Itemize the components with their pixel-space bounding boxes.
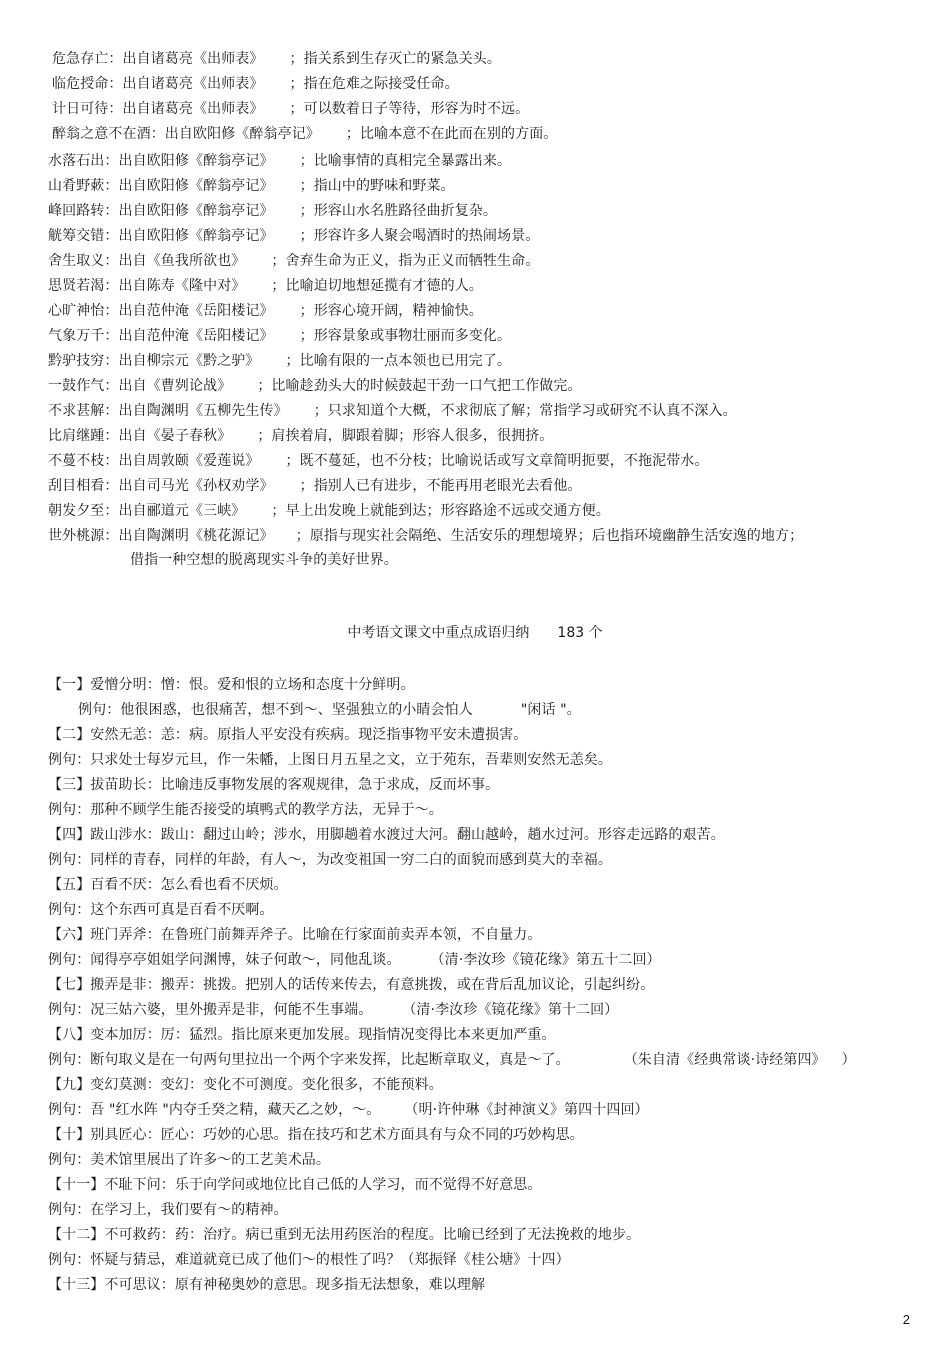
- idiom-line: 世外桃源：出自陶渊明《桃花源记》 ；原指与现实社会隔绝、生活安乐的理想境界；后也指环境幽静生活安逸的地方；: [48, 528, 804, 544]
- idiom-line: 刮目相看：出自司马光《孙权劝学》 ；指别人已有进步，不能再用老眼光去看他。: [48, 478, 582, 494]
- idiom-line: 不求甚解：出自陶渊明《五柳先生传》 ；只求知道个大概，不求彻底了解；常指学习或研究不认真不深入。: [48, 403, 737, 419]
- idiom-line: 比肩继踵：出自《晏子春秋》 ；肩挨着肩，脚跟着脚；形容人很多，很拥挤。: [48, 428, 554, 444]
- idiom-line: 危急存亡：出自诸葛亮《出师表》 ；指关系到生存灭亡的紧急关头。: [52, 51, 501, 67]
- entry-line: 【七】搬弄是非：搬弄：挑拨。把别人的话传来传去，有意挑拨，或在背后乱加议论，引起纠纷。: [48, 977, 655, 993]
- page-number: 2: [902, 1312, 910, 1327]
- idiom-line: 水落石出：出自欧阳修《醉翁亭记》 ；比喻事情的真相完全暴露出来。: [48, 153, 512, 169]
- entry-line: 【一】爱憎分明：憎：恨。爱和恨的立场和态度十分鲜明。: [48, 677, 415, 693]
- entry-line: 【四】跋山涉水：跋山：翻过山岭；涉水，用脚趟着水渡过大河。翻山越岭，趟水过河。形容走远路的艰苦。: [48, 827, 725, 843]
- example-line: 例句：闻得亭亭姐姐学问渊博，妹子何敢～，同他乱谈。 （清·李汝珍《镜花缘》第五十二回）: [48, 952, 661, 968]
- example-line: 例句：断句取义是在一句两句里拉出一个两个字来发挥，比起断章取义，真是～了。 （朱自清《经典常谈·诗经第四》 ）: [48, 1052, 856, 1068]
- entry-line: 【九】变幻莫测：变幻：变化不可测度。变化很多，不能预料。: [48, 1077, 443, 1093]
- idiom-line: 计日可待：出自诸葛亮《出师表》 ；可以数着日子等待，形容为时不远。: [52, 101, 530, 117]
- idiom-line: 黔驴技穷：出自柳宗元《黔之驴》 ；比喻有限的一点本领也已用完了。: [48, 353, 512, 369]
- idiom-line: 一鼓作气：出自《曹刿论战》 ；比喻趁劲头大的时候鼓起干劲一口气把工作做完。: [48, 378, 582, 394]
- idiom-line: 山肴野蔌：出自欧阳修《醉翁亭记》 ；指山中的野味和野菜。: [48, 178, 455, 194]
- example-line: 例句：他很困惑，也很痛苦，想不到～、坚强独立的小睛会怕人 "闲话 "。: [78, 702, 581, 718]
- section-count: 183 个: [557, 625, 603, 641]
- idiom-line: 气象万千：出自范仲淹《岳阳楼记》 ；形容景象或事物壮丽而多变化。: [48, 328, 512, 344]
- example-line: 例句：只求处士每岁元旦，作一朱幡，上图日月五星之文，立于苑东，吾辈则安然无恙矣。: [48, 752, 612, 768]
- example-line: 例句：这个东西可真是百看不厌啊。: [48, 902, 274, 918]
- idiom-line: 觥筹交错：出自欧阳修《醉翁亭记》 ；形容许多人聚会喝酒时的热闹场景。: [48, 228, 540, 244]
- example-line: 例句：怀疑与猜忌，难道就竟已成了他们～的根性了吗？（郑振铎《桂公塘》十四）: [48, 1252, 570, 1268]
- idiom-line: 峰回路转：出自欧阳修《醉翁亭记》 ；形容山水名胜路径曲折复杂。: [48, 203, 498, 219]
- entry-line: 【三】拔苗助长：比喻违反事物发展的客观规律，急于求成，反而坏事。: [48, 777, 500, 793]
- entry-line: 【六】班门弄斧：在鲁班门前舞弄斧子。比喻在行家面前卖弄本领，不自量力。: [48, 927, 542, 943]
- idiom-line: 心旷神怡：出自范仲淹《岳阳楼记》 ；形容心境开阔，精神愉快。: [48, 303, 483, 319]
- entry-line: 【十一】不耻下问：乐于向学问或地位比自己低的人学习，而不觉得不好意思。: [48, 1177, 542, 1193]
- example-line: 例句：同样的青春，同样的年龄，有人～，为改变祖国一穷二白的面貌而感到莫大的幸福。: [48, 852, 612, 868]
- idiom-line: 不蔓不枝：出自周敦颐《爱莲说》 ；既不蔓延，也不分枝；比喻说话或写文章简明扼要，不拖泥带水。: [48, 453, 709, 469]
- example-line: 例句：美术馆里展出了许多～的工艺美术品。: [48, 1152, 330, 1168]
- example-line: 例句：况三姑六婆，里外搬弄是非，何能不生事端。 （清·李汝珍《镜花缘》第十二回）: [48, 1002, 619, 1018]
- idiom-line: 醉翁之意不在酒：出自欧阳修《醉翁亭记》 ；比喻本意不在此而在别的方面。: [52, 126, 558, 142]
- idiom-line: 舍生取义：出自《鱼我所欲也》 ；舍弃生命为正义，指为正义而牺牲生命。: [48, 253, 540, 269]
- entry-line: 【十三】不可思议：原有神秘奥妙的意思。现多指无法想象，难以理解: [48, 1277, 486, 1293]
- idiom-line: 临危授命：出自诸葛亮《出师表》 ；指在危难之际接受任命。: [52, 76, 459, 92]
- entry-line: 【十二】不可救药：药：治疗。病已重到无法用药医治的程度。比喻已经到了无法挽救的地步。: [48, 1227, 641, 1243]
- example-line: 例句：那种不顾学生能否接受的填鸭式的教学方法，无异于～。: [48, 802, 443, 818]
- entry-line: 【二】安然无恙：恙：病。原指人平安没有疾病。现泛指事物平安未遭损害。: [48, 727, 528, 743]
- example-line: 例句：吾 "红水阵 "内夺壬癸之精，藏天乙之妙，～。 （明·许仲琳《封神演义》第四十四回）: [48, 1102, 649, 1118]
- entry-line: 【十】别具匠心：匠心：巧妙的心思。指在技巧和艺术方面具有与众不同的巧妙构思。: [48, 1127, 584, 1143]
- idiom-continuation: 借指一种空想的脱离现实斗争的美好世界。: [130, 552, 398, 568]
- entry-line: 【五】百看不厌：怎么看也看不厌烦。: [48, 877, 288, 893]
- example-line: 例句：在学习上，我们要有～的精神。: [48, 1202, 288, 1218]
- idiom-line: 朝发夕至：出自郦道元《三峡》 ；早上出发晚上就能到达；形容路途不远或交通方便。: [48, 503, 610, 519]
- idiom-line: 思贤若渴：出自陈寿《隆中对》 ；比喻迫切地想延揽有才德的人。: [48, 278, 483, 294]
- section-title: 中考语文课文中重点成语归纳 183 个: [347, 625, 603, 641]
- entry-line: 【八】变本加厉：厉：猛烈。指比原来更加发展。现指情况变得比本来更加严重。: [48, 1027, 556, 1043]
